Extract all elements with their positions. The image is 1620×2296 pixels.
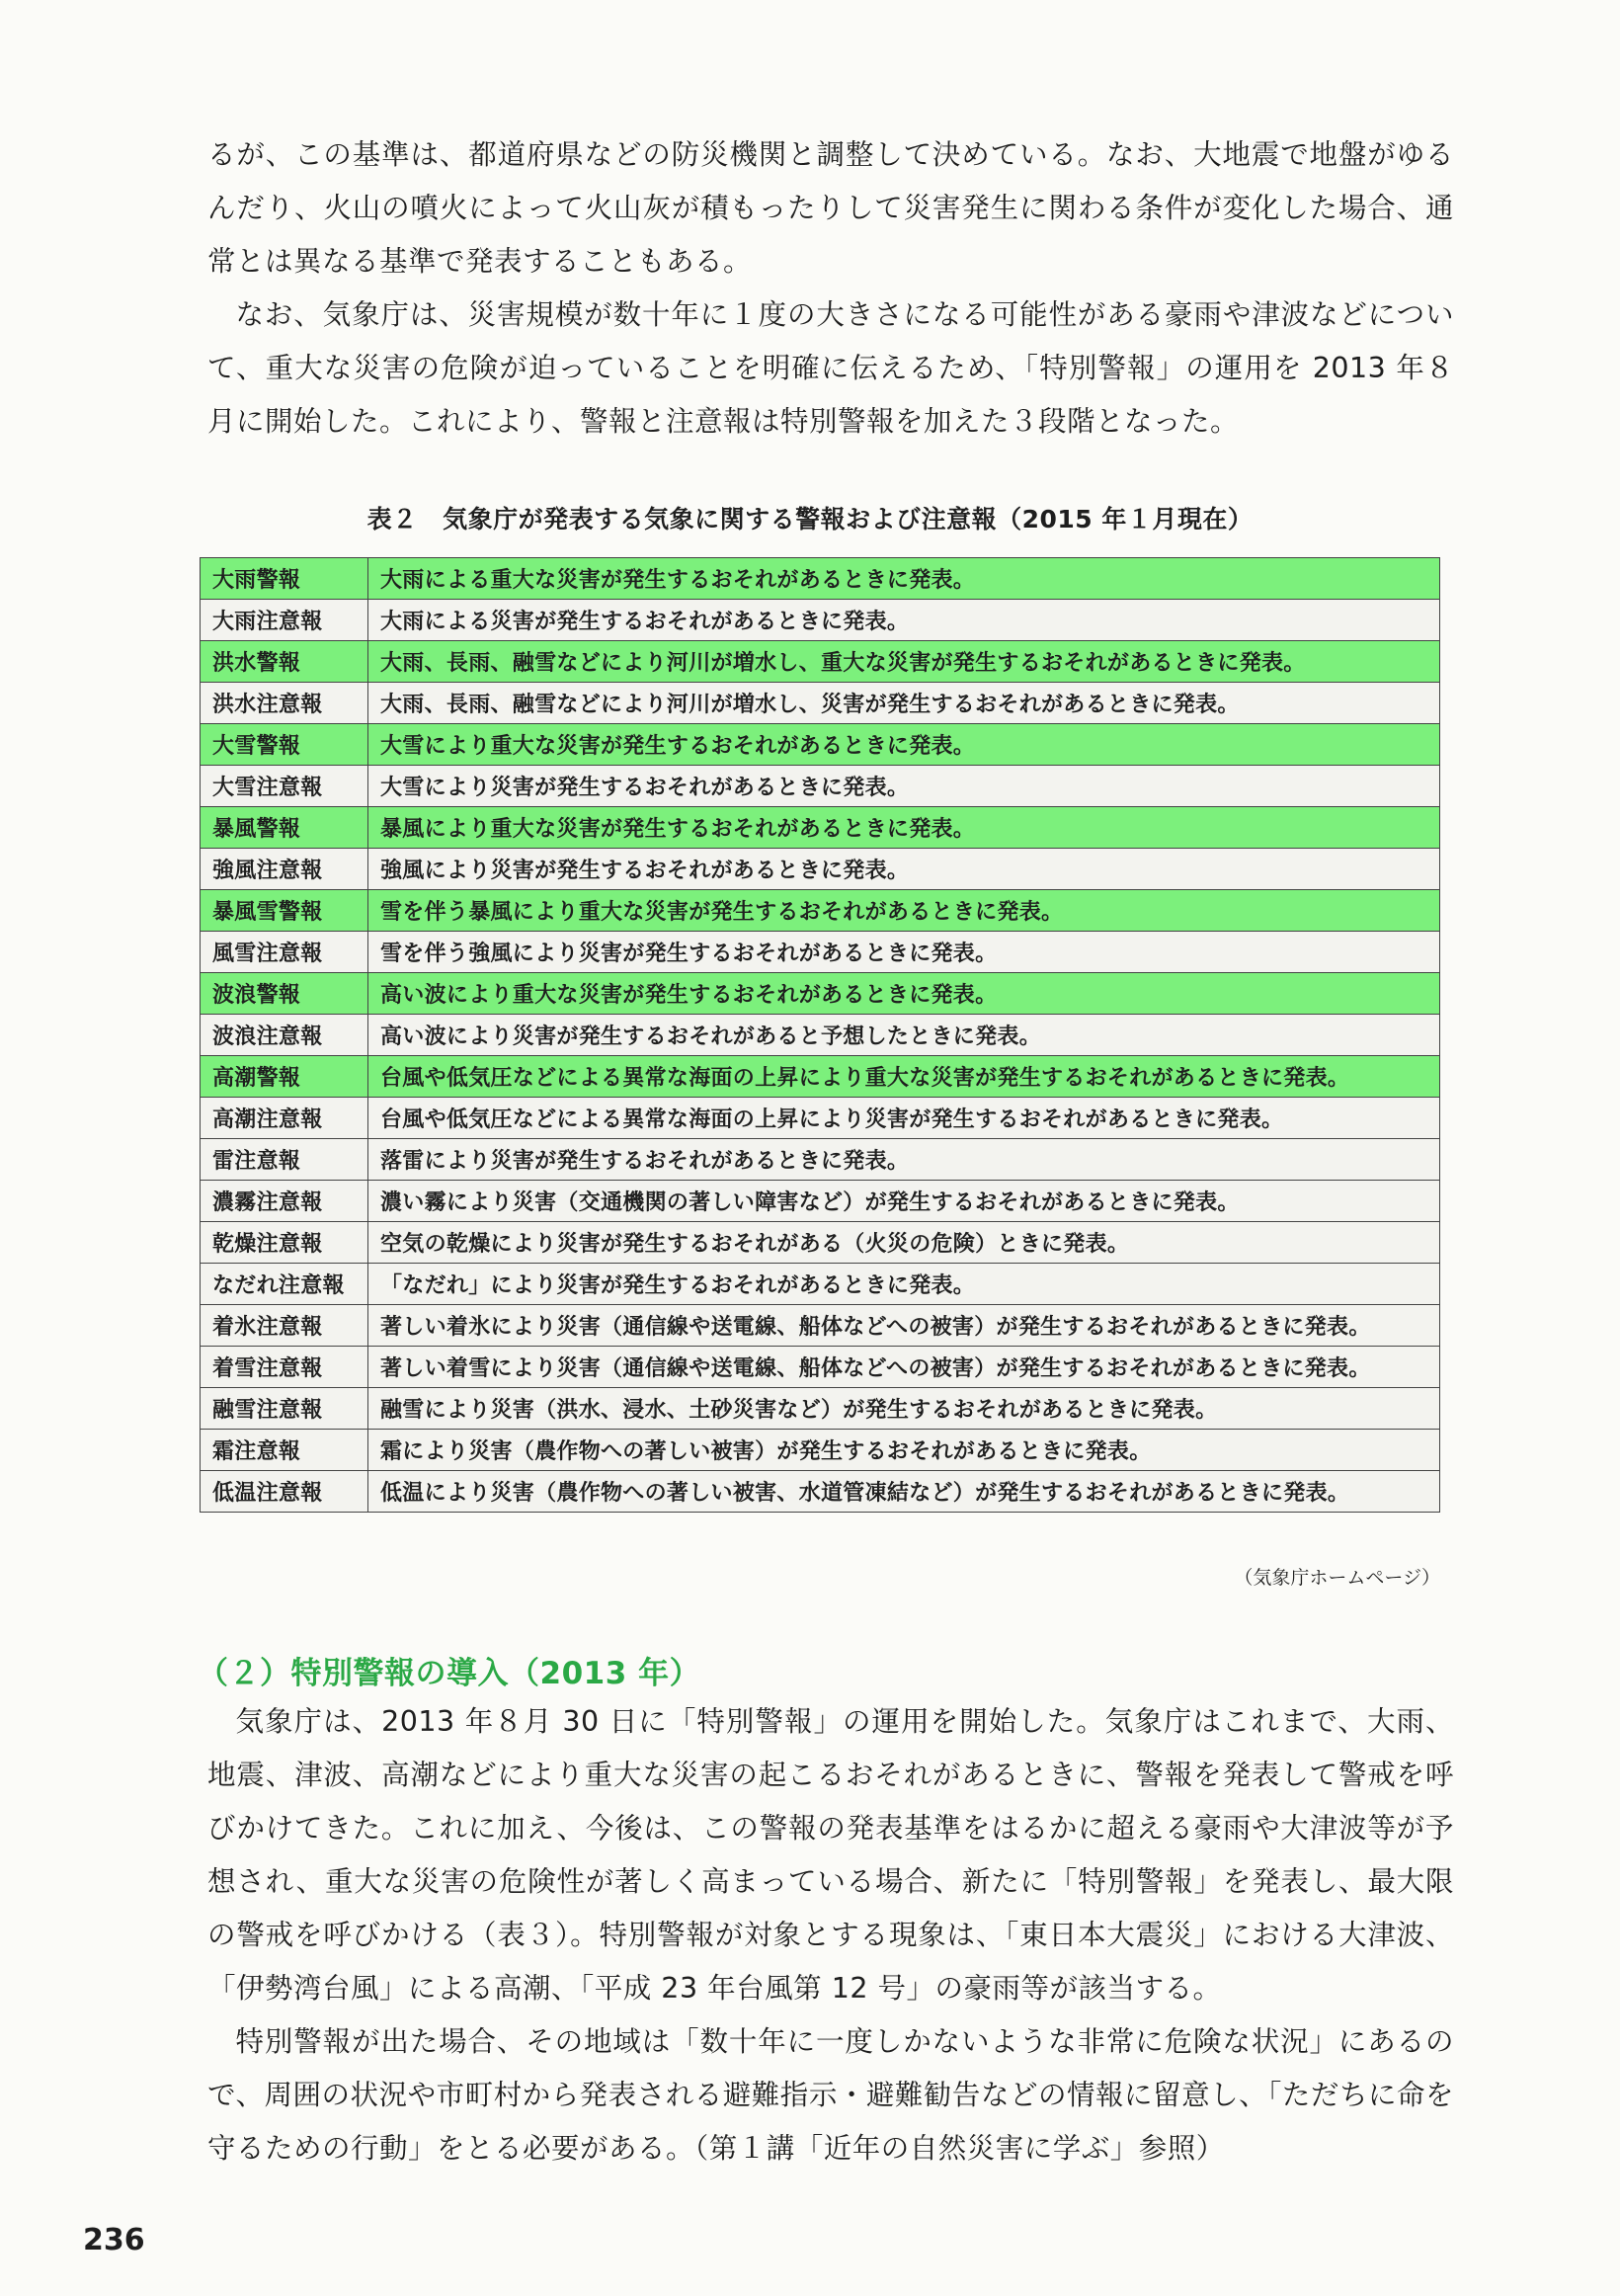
alert-description-cell: 低温により災害（農作物への著しい被害、水道管凍結など）が発生するおそれがあるときに発表。 xyxy=(368,1471,1440,1513)
alert-name-cell: 大雪警報 xyxy=(201,724,368,766)
table-row xyxy=(201,1388,1440,1430)
section-paragraph-1: 気象庁は、2013 年８月 30 日に「特別警報」の運用を開始した。気象庁はこれまで、大雨、地震、津波、高潮などにより重大な災害の起こるおそれがあるときに、警報を発表して警戒を呼びかけてきた。これに加え、今後は、この警報の発表基準をはるかに超える豪雨や大津波等が予想され、重大な災害の危険性が著しく高まっている場合、新たに「特別警報」を発表し、最大限の警戒を呼びかける（表３）。特別警報が対象とする現象は、「東日本大震災」における大津波、「伊勢湾台風」による高潮、「平成 23 年台風第 12 号」の豪雨等が該当する。 xyxy=(207,1705,1454,2005)
table-row xyxy=(201,1139,1440,1181)
alert-description-cell: 雪を伴う暴風により重大な災害が発生するおそれがあるときに発表。 xyxy=(368,890,1440,932)
alert-description-cell: 大雪により重大な災害が発生するおそれがあるときに発表。 xyxy=(368,724,1440,766)
table-row xyxy=(201,849,1440,890)
alert-name-cell: 大雪注意報 xyxy=(201,766,368,807)
alert-name-cell: 波浪警報 xyxy=(201,973,368,1015)
table-row xyxy=(201,1181,1440,1222)
alert-description-cell: 落雷により災害が発生するおそれがあるときに発表。 xyxy=(368,1139,1440,1181)
alert-name-cell: 乾燥注意報 xyxy=(201,1222,368,1264)
table-row xyxy=(201,1471,1440,1513)
table-row xyxy=(201,558,1440,600)
alert-description-cell: 台風や低気圧などによる異常な海面の上昇により重大な災害が発生するおそれがあるときに発表。 xyxy=(368,1056,1440,1098)
table-row xyxy=(201,683,1440,724)
table-row xyxy=(201,600,1440,641)
table-row xyxy=(201,641,1440,683)
body-paragraph-1: るが、この基準は、都道府県などの防災機関と調整して決めている。なお、大地震で地盤がゆるんだり、火山の噴火によって火山灰が積もったりして災害発生に関わる条件が変化した場合、通常とは異なる基準で発表することもある。 xyxy=(207,138,1454,278)
alert-description-cell: 大雨による災害が発生するおそれがあるときに発表。 xyxy=(368,600,1440,641)
alert-description-cell: 著しい着雪により災害（通信線や送電線、船体などへの被害）が発生するおそれがあるときに発表。 xyxy=(368,1347,1440,1388)
alert-name-cell: 強風注意報 xyxy=(201,849,368,890)
alert-name-cell: 着雪注意報 xyxy=(201,1347,368,1388)
alert-name-cell: なだれ注意報 xyxy=(201,1264,368,1305)
alert-description-cell: 高い波により重大な災害が発生するおそれがあるときに発表。 xyxy=(368,973,1440,1015)
alert-name-cell: 暴風雪警報 xyxy=(201,890,368,932)
table-row xyxy=(201,1098,1440,1139)
alert-description-cell: 空気の乾燥により災害が発生するおそれがある（火災の危険）ときに発表。 xyxy=(368,1222,1440,1264)
alert-description-cell: 高い波により災害が発生するおそれがあると予想したときに発表。 xyxy=(368,1015,1440,1056)
alert-description-cell: 強風により災害が発生するおそれがあるときに発表。 xyxy=(368,849,1440,890)
warnings-table xyxy=(200,557,1440,1513)
alert-description-cell: 著しい着氷により災害（通信線や送電線、船体などへの被害）が発生するおそれがあるときに発表。 xyxy=(368,1305,1440,1347)
alert-name-cell: 低温注意報 xyxy=(201,1471,368,1513)
alert-description-cell: 霜により災害（農作物への著しい被害）が発生するおそれがあるときに発表。 xyxy=(368,1430,1440,1471)
alert-name-cell: 霜注意報 xyxy=(201,1430,368,1471)
alert-description-cell: 大雪により災害が発生するおそれがあるときに発表。 xyxy=(368,766,1440,807)
alert-name-cell: 高潮注意報 xyxy=(201,1098,368,1139)
alert-name-cell: 高潮警報 xyxy=(201,1056,368,1098)
alert-description-cell: 大雨による重大な災害が発生するおそれがあるときに発表。 xyxy=(368,558,1440,600)
alert-name-cell: 波浪注意報 xyxy=(201,1015,368,1056)
alert-name-cell: 風雪注意報 xyxy=(201,932,368,973)
section-paragraph-2: 特別警報が出た場合、その地域は「数十年に一度しかないような非常に危険な状況」にあるので、周囲の状況や市町村から発表される避難指示・避難勧告などの情報に留意し、「ただちに命を守るための行動」をとる必要がある。（第１講「近年の自然災害に学ぶ」参照） xyxy=(207,2025,1454,2165)
table-row xyxy=(201,973,1440,1015)
table-row xyxy=(201,1305,1440,1347)
table-row xyxy=(201,766,1440,807)
alert-name-cell: 濃霧注意報 xyxy=(201,1181,368,1222)
alert-name-cell: 融雪注意報 xyxy=(201,1388,368,1430)
table-source-note: （気象庁ホームページ） xyxy=(1234,1567,1440,1589)
alert-name-cell: 雷注意報 xyxy=(201,1139,368,1181)
alert-name-cell: 着氷注意報 xyxy=(201,1305,368,1347)
alert-description-cell: 暴風により重大な災害が発生するおそれがあるときに発表。 xyxy=(368,807,1440,849)
alert-description-cell: 融雪により災害（洪水、浸水、土砂災害など）が発生するおそれがあるときに発表。 xyxy=(368,1388,1440,1430)
table-row xyxy=(201,932,1440,973)
table-caption: 表２ 気象庁が発表する気象に関する警報および注意報（2015 年１月現在） xyxy=(366,505,1254,533)
table-row xyxy=(201,1264,1440,1305)
table-row xyxy=(201,1015,1440,1056)
alert-name-cell: 大雨注意報 xyxy=(201,600,368,641)
table-row xyxy=(201,724,1440,766)
body-paragraph-2: なお、気象庁は、災害規模が数十年に１度の大きさになる可能性がある豪雨や津波などについて、重大な災害の危険が迫っていることを明確に伝えるため、「特別警報」の運用を 2013 年８月に開始した。これにより、警報と注意報は特別警報を加えた３段階となった。 xyxy=(207,298,1454,438)
alert-name-cell: 洪水警報 xyxy=(201,641,368,683)
alert-description-cell: 大雨、長雨、融雪などにより河川が増水し、重大な災害が発生するおそれがあるときに発表。 xyxy=(368,641,1440,683)
alert-name-cell: 暴風警報 xyxy=(201,807,368,849)
alert-description-cell: 大雨、長雨、融雪などにより河川が増水し、災害が発生するおそれがあるときに発表。 xyxy=(368,683,1440,724)
table-row xyxy=(201,1347,1440,1388)
section-heading: （２）特別警報の導入（2013 年） xyxy=(198,1656,701,1691)
table-row xyxy=(201,890,1440,932)
alert-description-cell: 雪を伴う強風により災害が発生するおそれがあるときに発表。 xyxy=(368,932,1440,973)
table-row xyxy=(201,1056,1440,1098)
table-row xyxy=(201,1430,1440,1471)
alert-name-cell: 洪水注意報 xyxy=(201,683,368,724)
alert-description-cell: 台風や低気圧などによる異常な海面の上昇により災害が発生するおそれがあるときに発表。 xyxy=(368,1098,1440,1139)
table-row xyxy=(201,1222,1440,1264)
alert-description-cell: 濃い霧により災害（交通機関の著しい障害など）が発生するおそれがあるときに発表。 xyxy=(368,1181,1440,1222)
alert-name-cell: 大雨警報 xyxy=(201,558,368,600)
page-number: 236 xyxy=(83,2223,145,2257)
table-row xyxy=(201,807,1440,849)
alert-description-cell: 「なだれ」により災害が発生するおそれがあるときに発表。 xyxy=(368,1264,1440,1305)
